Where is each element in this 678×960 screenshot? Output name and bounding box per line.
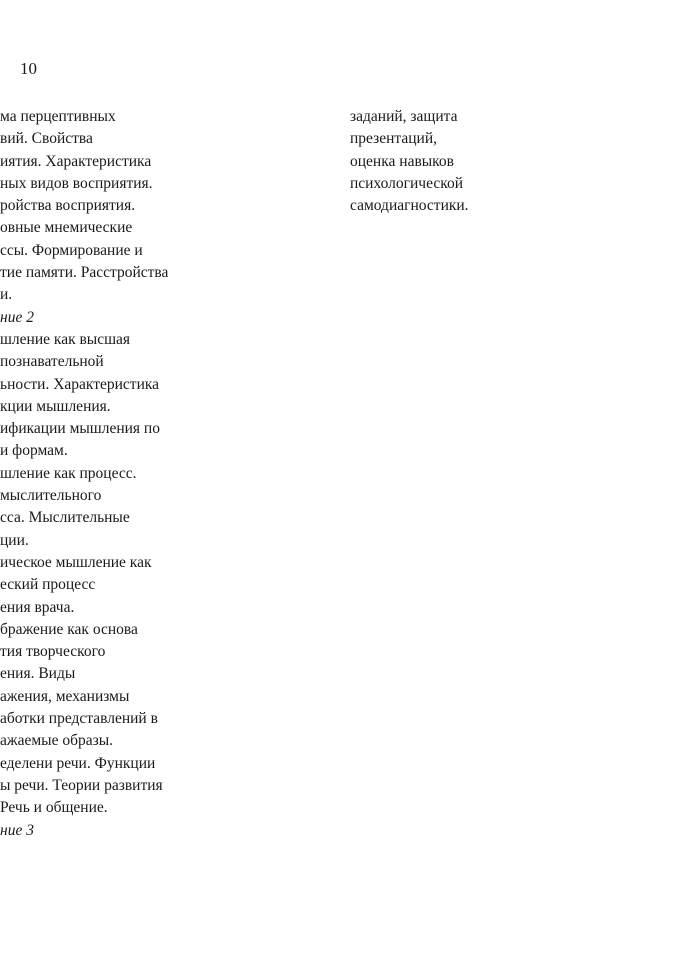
text-line: еский процесс: [0, 576, 96, 594]
text-line: овные мнемические: [0, 219, 133, 237]
text-line: самодиагностики.: [350, 197, 469, 215]
text-line: Речь и общение.: [0, 799, 108, 817]
text-line: психологической: [350, 174, 464, 192]
text-line: презентаций,: [350, 130, 438, 148]
text-line: ификации мышления по: [0, 420, 160, 438]
text-line: вий. Свойства: [0, 130, 93, 148]
text-line: кции мышления.: [0, 397, 111, 415]
text-line: иятия. Характеристика: [0, 152, 152, 170]
text-line: шление как процесс.: [0, 464, 137, 482]
text-line: оценка навыков: [350, 152, 454, 170]
text-line: ения врача.: [0, 598, 75, 616]
text-line: и формам.: [0, 442, 68, 460]
text-line: ссы. Формирование и: [0, 241, 143, 259]
text-line: мыслительного: [0, 487, 102, 505]
page-number: 10: [20, 59, 37, 78]
text-line: ма перцептивных: [0, 108, 116, 125]
text-line: ическое мышление как: [0, 553, 152, 571]
section-heading: ние 3: [0, 821, 34, 839]
text-line: ажаемые образы.: [0, 732, 114, 750]
text-line: еделени речи. Функции: [0, 754, 156, 772]
text-line: ройства восприятия.: [0, 197, 136, 215]
text-line: ы речи. Теории развития: [0, 776, 163, 794]
text-line: ции.: [0, 531, 29, 549]
text-line: ных видов восприятия.: [0, 174, 153, 192]
section-heading: ние 2: [0, 308, 34, 326]
text-line: бражение как основа: [0, 620, 138, 638]
text-line: аботки представлений в: [0, 710, 158, 728]
text-line: тие памяти. Расстройства: [0, 264, 169, 282]
left-column-text: [0, 106, 230, 842]
text-line: познавательной: [0, 353, 104, 371]
text-line: ения. Виды: [0, 665, 76, 683]
right-column-text: [350, 106, 550, 217]
text-line: ажения, механизмы: [0, 687, 130, 705]
text-line: сса. Мыслительные: [0, 509, 130, 527]
text-line: ьности. Характеристика: [0, 375, 160, 393]
text-line: заданий, защита: [350, 108, 458, 125]
text-line: и.: [0, 286, 13, 304]
text-line: шление как высшая: [0, 330, 131, 348]
text-line: тия творческого: [0, 643, 106, 661]
